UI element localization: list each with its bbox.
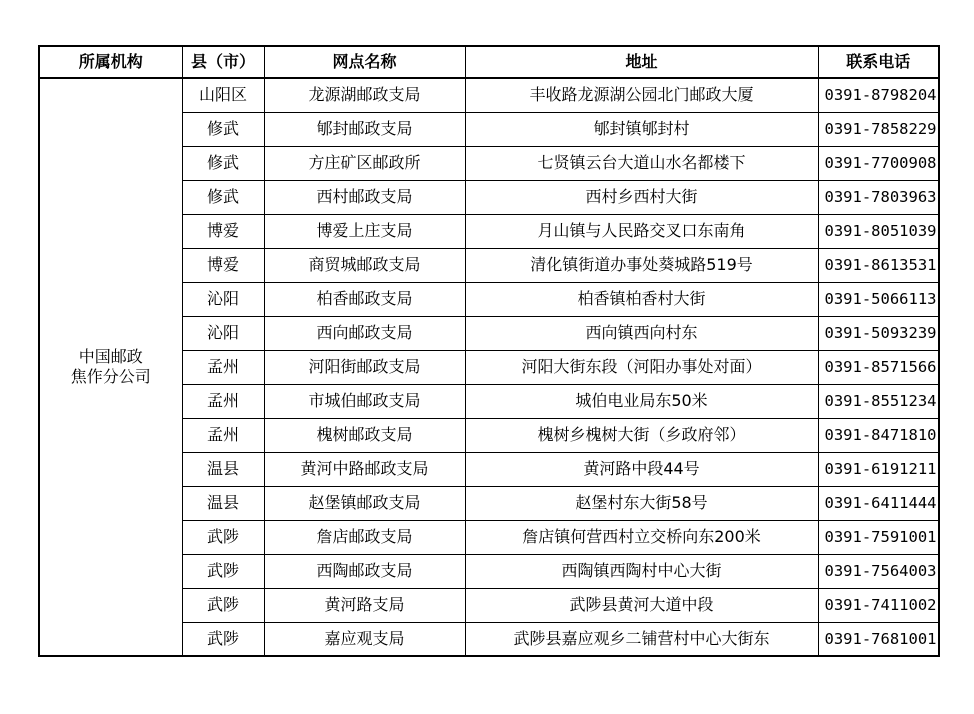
address-cell: 黄河路中段44号 bbox=[465, 452, 818, 486]
address-cell: 郇封镇郇封村 bbox=[465, 112, 818, 146]
phone-cell: 0391-8051039 bbox=[818, 214, 939, 248]
phone-cell: 0391-8613531 bbox=[818, 248, 939, 282]
address-cell: 武陟县嘉应观乡二铺营村中心大街东 bbox=[465, 622, 818, 656]
branch-name-cell: 西陶邮政支局 bbox=[264, 554, 465, 588]
phone-cell: 0391-6191211 bbox=[818, 452, 939, 486]
county-cell: 武陟 bbox=[182, 622, 264, 656]
branch-name-cell: 赵堡镇邮政支局 bbox=[264, 486, 465, 520]
phone-cell: 0391-8798204 bbox=[818, 78, 939, 112]
phone-cell: 0391-8551234 bbox=[818, 384, 939, 418]
branch-name-cell: 郇封邮政支局 bbox=[264, 112, 465, 146]
county-cell: 修武 bbox=[182, 180, 264, 214]
address-cell: 槐树乡槐树大街（乡政府邻） bbox=[465, 418, 818, 452]
phone-cell: 0391-7411002 bbox=[818, 588, 939, 622]
phone-cell: 0391-5093239 bbox=[818, 316, 939, 350]
address-cell: 武陟县黄河大道中段 bbox=[465, 588, 818, 622]
header-county: 县（市） bbox=[182, 46, 264, 78]
county-cell: 博爱 bbox=[182, 214, 264, 248]
header-row bbox=[39, 46, 939, 78]
address-cell: 西陶镇西陶村中心大街 bbox=[465, 554, 818, 588]
county-cell: 山阳区 bbox=[182, 78, 264, 112]
county-cell: 沁阳 bbox=[182, 316, 264, 350]
org-name-line1: 中国邮政 bbox=[78, 347, 143, 366]
header-branch-name: 网点名称 bbox=[264, 46, 465, 78]
branch-name-cell: 商贸城邮政支局 bbox=[264, 248, 465, 282]
address-cell: 西村乡西村大街 bbox=[465, 180, 818, 214]
county-cell: 修武 bbox=[182, 112, 264, 146]
phone-cell: 0391-7858229 bbox=[818, 112, 939, 146]
branch-name-cell: 黄河中路邮政支局 bbox=[264, 452, 465, 486]
county-cell: 孟州 bbox=[182, 418, 264, 452]
address-cell: 城伯电业局东50米 bbox=[465, 384, 818, 418]
address-cell: 清化镇街道办事处葵城路519号 bbox=[465, 248, 818, 282]
address-cell: 河阳大街东段（河阳办事处对面） bbox=[465, 350, 818, 384]
branch-name-cell: 槐树邮政支局 bbox=[264, 418, 465, 452]
table-body bbox=[39, 78, 939, 656]
branch-name-cell: 詹店邮政支局 bbox=[264, 520, 465, 554]
branch-name-cell: 西向邮政支局 bbox=[264, 316, 465, 350]
address-cell: 丰收路龙源湖公园北门邮政大厦 bbox=[465, 78, 818, 112]
county-cell: 温县 bbox=[182, 452, 264, 486]
header-org: 所属机构 bbox=[39, 46, 182, 78]
county-cell: 修武 bbox=[182, 146, 264, 180]
table-row bbox=[39, 78, 939, 112]
phone-cell: 0391-7700908 bbox=[818, 146, 939, 180]
branch-name-cell: 黄河路支局 bbox=[264, 588, 465, 622]
branch-name-cell: 嘉应观支局 bbox=[264, 622, 465, 656]
address-cell: 柏香镇柏香村大街 bbox=[465, 282, 818, 316]
branch-name-cell: 市城伯邮政支局 bbox=[264, 384, 465, 418]
branch-name-cell: 柏香邮政支局 bbox=[264, 282, 465, 316]
branch-name-cell: 龙源湖邮政支局 bbox=[264, 78, 465, 112]
phone-cell: 0391-8571566 bbox=[818, 350, 939, 384]
post-office-table bbox=[38, 45, 940, 657]
branch-name-cell: 方庄矿区邮政所 bbox=[264, 146, 465, 180]
phone-cell: 0391-6411444 bbox=[818, 486, 939, 520]
county-cell: 温县 bbox=[182, 486, 264, 520]
county-cell: 博爱 bbox=[182, 248, 264, 282]
address-cell: 西向镇西向村东 bbox=[465, 316, 818, 350]
phone-cell: 0391-7591001 bbox=[818, 520, 939, 554]
county-cell: 武陟 bbox=[182, 520, 264, 554]
address-cell: 七贤镇云台大道山水名都楼下 bbox=[465, 146, 818, 180]
branch-name-cell: 西村邮政支局 bbox=[264, 180, 465, 214]
phone-cell: 0391-5066113 bbox=[818, 282, 939, 316]
county-cell: 武陟 bbox=[182, 588, 264, 622]
phone-cell: 0391-8471810 bbox=[818, 418, 939, 452]
branch-name-cell: 博爱上庄支局 bbox=[264, 214, 465, 248]
county-cell: 武陟 bbox=[182, 554, 264, 588]
county-cell: 孟州 bbox=[182, 384, 264, 418]
phone-cell: 0391-7681001 bbox=[818, 622, 939, 656]
phone-cell: 0391-7803963 bbox=[818, 180, 939, 214]
org-name-line2: 焦作分公司 bbox=[70, 367, 151, 386]
address-cell: 月山镇与人民路交叉口东南角 bbox=[465, 214, 818, 248]
org-cell bbox=[39, 78, 182, 656]
county-cell: 孟州 bbox=[182, 350, 264, 384]
county-cell: 沁阳 bbox=[182, 282, 264, 316]
header-address: 地址 bbox=[465, 46, 818, 78]
phone-cell: 0391-7564003 bbox=[818, 554, 939, 588]
address-cell: 詹店镇何营西村立交桥向东200米 bbox=[465, 520, 818, 554]
branch-name-cell: 河阳街邮政支局 bbox=[264, 350, 465, 384]
address-cell: 赵堡村东大街58号 bbox=[465, 486, 818, 520]
header-phone: 联系电话 bbox=[818, 46, 939, 78]
